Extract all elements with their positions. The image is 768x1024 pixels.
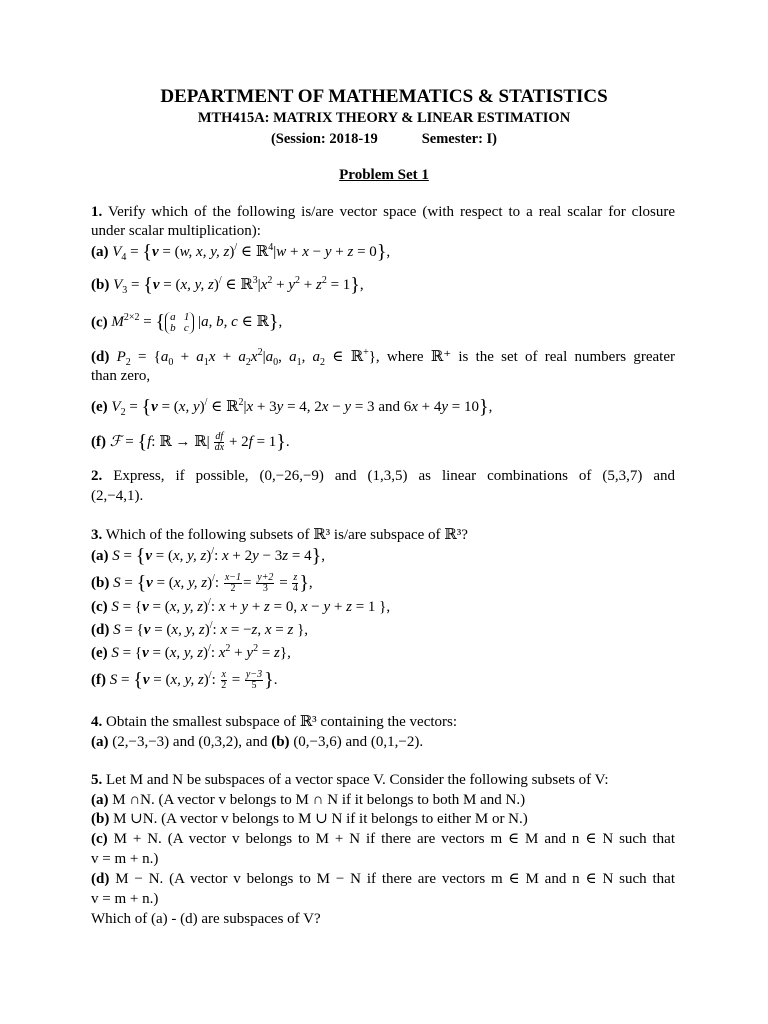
q4-a-text: (2,−3,−3) and (0,3,2), and bbox=[112, 734, 268, 750]
q1-d-text: , where ℝ⁺ is the set of real numbers greater bbox=[375, 349, 676, 365]
q3-item-d bbox=[91, 621, 675, 640]
q3-item-b bbox=[91, 573, 675, 594]
course-heading: MTH415A: MATRIX THEORY & LINEAR ESTIMATION bbox=[197, 110, 571, 126]
q1-f-frac: $\frac{df}{dx}$ bbox=[214, 431, 225, 453]
q1-item-c bbox=[91, 312, 675, 334]
q3-item-a bbox=[91, 547, 675, 566]
q1-item-f bbox=[91, 432, 675, 453]
q1-b-math: $V_3 = \{v = (x$, y, z)/ ∈ $ℝ^3|x^2 + y^2 + z^2 = 1$}, bbox=[113, 274, 364, 296]
q5-d-text: M − N. (A vector v belongs to M − N if there are vectors m ∈ M and n ∈ N such that bbox=[115, 871, 676, 887]
q5-item-b bbox=[91, 810, 675, 829]
session-text: (Session: 2018-19 bbox=[270, 131, 378, 147]
q5-d-line2: v = m + n.) bbox=[91, 891, 159, 907]
q1-e-math2: 6x + 4y = 10}, bbox=[403, 396, 493, 418]
q3-d-math: S = {v = (x, y, z)/: x = −z, x = z }, bbox=[113, 620, 309, 638]
q5-intro bbox=[91, 771, 675, 790]
q1-intro-line1 bbox=[91, 203, 675, 222]
q5-item-d bbox=[91, 870, 675, 889]
q1-e-and: and bbox=[378, 399, 400, 415]
q4-b-text: (0,−3,6) and (0,1,−2). bbox=[293, 734, 424, 750]
q5-d-label: (d) bbox=[91, 871, 110, 887]
semester-text: Semester: I) bbox=[421, 131, 498, 147]
q3-intro bbox=[91, 526, 675, 545]
q4-b-label: (b) bbox=[271, 734, 290, 750]
q3-item-c bbox=[91, 598, 675, 617]
q5-a-label: (a) bbox=[91, 792, 109, 808]
q4-text: Obtain the smallest subspace of ℝ³ containing the vectors: bbox=[106, 714, 458, 730]
q1-d-math: $P_2 = \{a_0 + a_1x + a_2x^2|a_0$, $a_1$, $a_2$ ∈ ℝ+} bbox=[116, 347, 376, 368]
q5-b-label: (b) bbox=[91, 811, 110, 827]
q1-c-label: (c) bbox=[91, 314, 108, 331]
q4-a-label: (a) bbox=[91, 734, 109, 750]
q5-c-line2: v = m + n.) bbox=[91, 851, 159, 867]
q5-b-text: M ∪N. (A vector v belongs to M ∪ N if it belongs to either M or N.) bbox=[113, 811, 528, 827]
q1-item-d bbox=[91, 348, 675, 367]
q3-f-math: S = {v = (x, y, z)/: $\frac{x}{2}$ = $\frac{y-3}{5}$ }. bbox=[109, 668, 278, 691]
q3-item-e bbox=[91, 644, 675, 663]
problem-set-title: Problem Set 1 bbox=[339, 167, 429, 183]
q1-c-matrix: a 1 b c bbox=[165, 312, 194, 334]
q3-c-label: (c) bbox=[91, 599, 108, 615]
q2-line1 bbox=[91, 467, 675, 486]
q3-b-label: (b) bbox=[91, 574, 110, 591]
q5-a-text: M ∩N. (A vector v belongs to M ∩ N if it belongs to both M and N.) bbox=[112, 792, 526, 808]
q3-a-math: S = {v = (x, y, z)/: x + 2y − 3z = 4}, bbox=[112, 545, 325, 567]
q3-e-math: S = {v = (x, y, z)/: $x^2 + y^2 = z$}, bbox=[111, 643, 291, 661]
q3-f-label: (f) bbox=[91, 671, 106, 688]
q3-e-label: (e) bbox=[91, 645, 108, 661]
q1-number: 1. bbox=[91, 204, 103, 220]
q5-c-label: (c) bbox=[91, 831, 108, 847]
q3-b-math: S = {v = (x, y, z)/: $\frac{x-1}{2}$ = $\frac{y+2}{3}$ = $\frac{z}{4}$ }, bbox=[113, 571, 313, 594]
q1-a-label: (a) bbox=[91, 244, 109, 260]
q5-closing: Which of (a) - (d) are subspaces of V? bbox=[91, 911, 321, 927]
q1-d-line2: than zero, bbox=[91, 368, 151, 384]
session-heading bbox=[0, 131, 768, 148]
q1-c-math: $M^{2\times 2}$ = { a 1 b c |a, b, c ∈ ℝ}, bbox=[111, 311, 283, 334]
q5-number: 5. bbox=[91, 772, 103, 788]
q5-item-c bbox=[91, 830, 675, 849]
q1-f-math: ℱ = {f: ℝ → ℝ| $\frac{df}{dx}$ + 2f = 1}. bbox=[109, 430, 290, 453]
q2-number: 2. bbox=[91, 468, 103, 484]
q1-intro-line2: under scalar multiplication): bbox=[91, 223, 261, 239]
q1-f-label: (f) bbox=[91, 433, 106, 450]
q5-intro-text: Let M and N be subspaces of a vector space V. Consider the following subsets of V: bbox=[106, 772, 609, 788]
q5-c-text: M + N. (A vector v belongs to M + N if there are vectors m ∈ M and n ∈ N such that bbox=[113, 831, 675, 847]
q1-e-math: $V_2 = \{v = (x$, y)/ ∈ ℝ$^2$|x + 3y = 4, 2x − y = 3 bbox=[111, 396, 375, 418]
q3-d-label: (d) bbox=[91, 622, 110, 638]
q3-item-f bbox=[91, 670, 675, 691]
q1-e-label: (e) bbox=[91, 399, 108, 415]
q2-line2: (2,−4,1). bbox=[91, 488, 144, 504]
q3-intro-text: Which of the following subsets of ℝ³ is/are subspace of ℝ³? bbox=[105, 527, 468, 543]
q2-text: Express, if possible, (0,−26,−9) and (1,3,5) as linear combinations of (5,3,7) and bbox=[113, 468, 676, 484]
department-heading: DEPARTMENT OF MATHEMATICS & STATISTICS bbox=[160, 86, 608, 107]
q4-number: 4. bbox=[91, 714, 103, 730]
q1-d-label: (d) bbox=[91, 349, 110, 365]
q3-c-math: S = {v = (x, y, z)/: x + y + z = 0, x − y + z = 1 }, bbox=[111, 597, 391, 615]
q1-a-math: $V_4 = \{v = (w$, x, y, z)/ ∈ ℝ$^4$|w + x − y + z = 0}, bbox=[112, 241, 391, 263]
q1-intro-text: Verify which of the following is/are vector space (with respect to a real scalar for closure bbox=[107, 204, 675, 220]
q1-b-label: (b) bbox=[91, 277, 110, 293]
q5-item-a bbox=[91, 791, 675, 810]
q3-number: 3. bbox=[91, 527, 103, 543]
q4-line1 bbox=[91, 713, 675, 732]
q1-item-b bbox=[91, 276, 675, 295]
q1-item-e bbox=[91, 398, 675, 417]
q4-line2 bbox=[91, 733, 675, 752]
q3-a-label: (a) bbox=[91, 548, 109, 564]
q1-item-a bbox=[91, 243, 675, 262]
